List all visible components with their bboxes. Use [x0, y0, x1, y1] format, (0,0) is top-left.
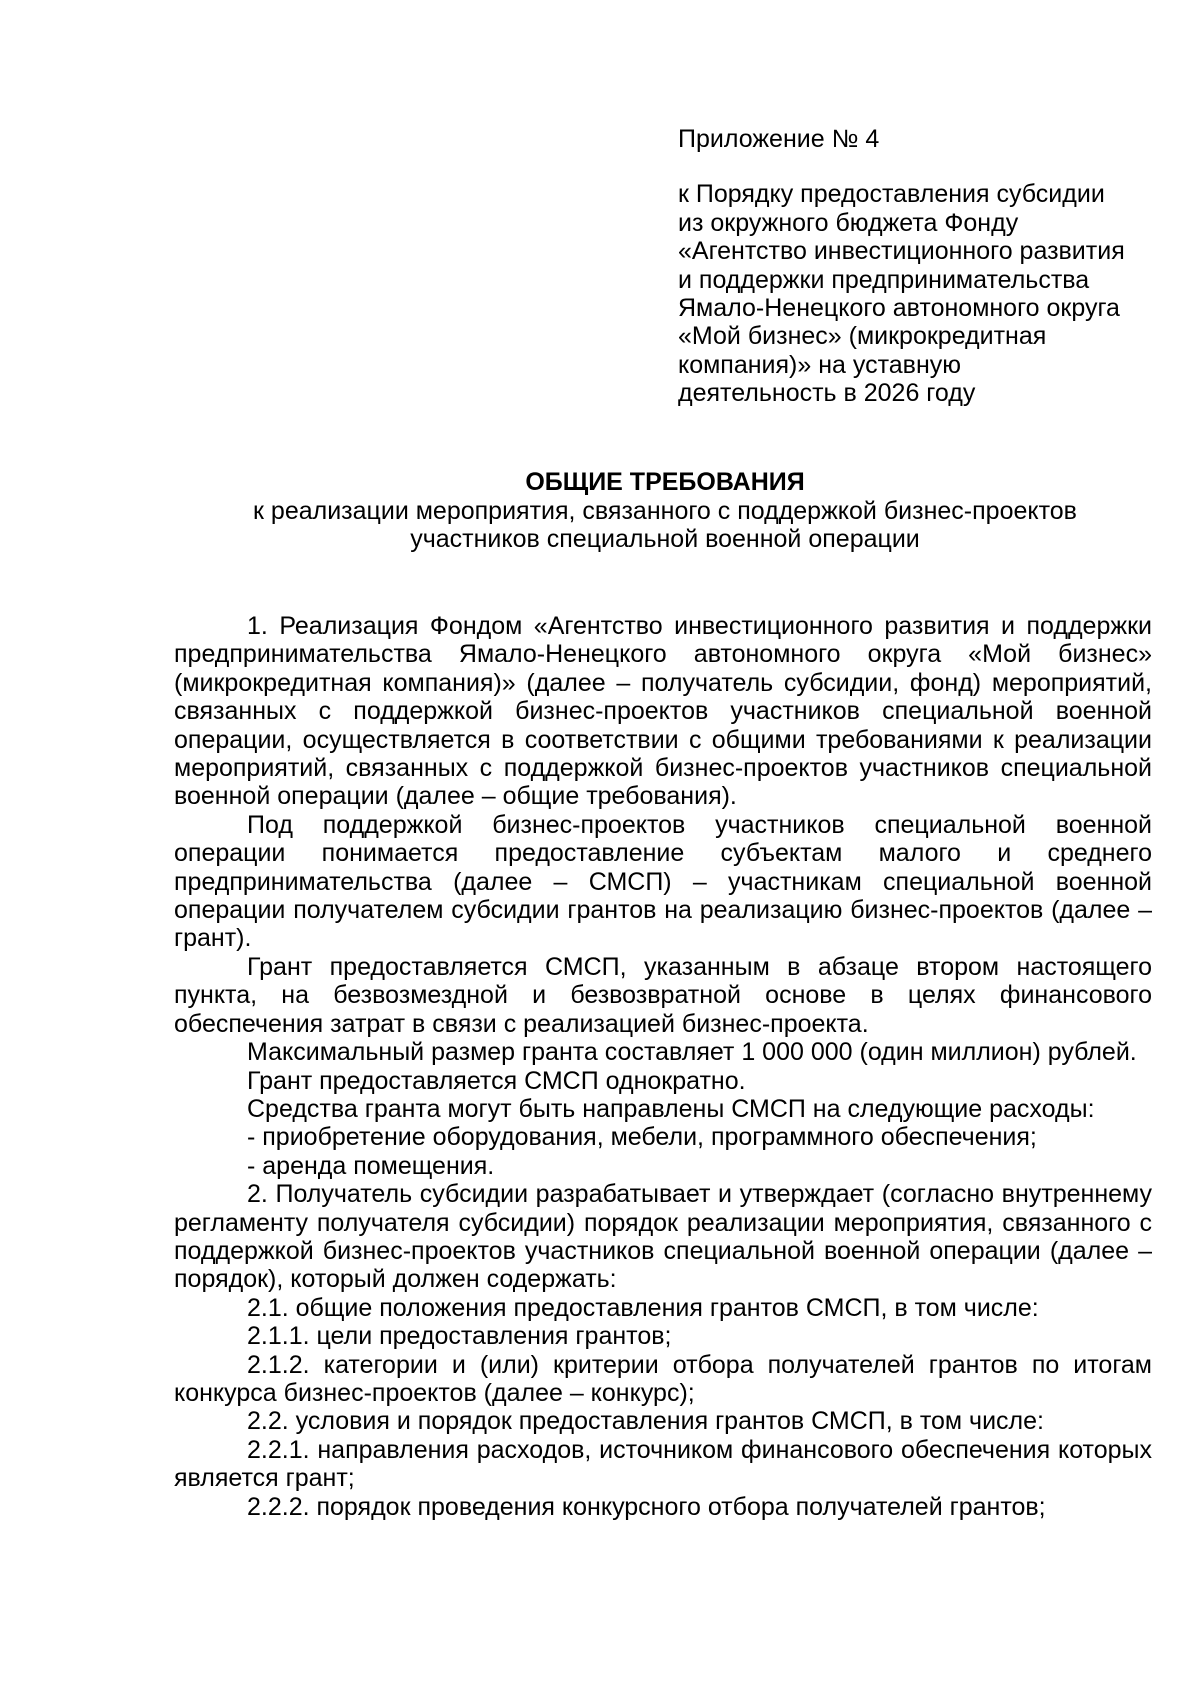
- appendix-line: к Порядку предоставления субсидии: [678, 180, 1105, 209]
- list-item-rent: - аренда помещения.: [247, 1151, 495, 1180]
- appendix-line: «Агентство инвестиционного развития: [678, 237, 1125, 266]
- appendix-line: деятельность в 2026 году: [678, 379, 976, 408]
- paragraph-2-2: 2.2. условия и порядок предоставления грантов СМСП, в том числе:: [247, 1407, 1044, 1436]
- paragraph-2-1-1: 2.1.1. цели предоставления грантов;: [247, 1322, 672, 1351]
- list-item-equipment: - приобретение оборудования, мебели, программного обеспечения;: [247, 1123, 1037, 1152]
- paragraph-support-definition: Под поддержкой бизнес-проектов участников специальной военной операции понимается предоставление субъектам малого и среднего предпринимательства (далее – СМСП) – участникам специальной военной операции получателем субсидии грантов на реализацию бизнес-проектов (далее – грант).: [174, 810, 1152, 953]
- document-subtitle-line: к реализации мероприятия, связанного с поддержкой бизнес-проектов: [253, 496, 1077, 525]
- appendix-reference: [678, 180, 1158, 407]
- paragraph-2-1: 2.1. общие положения предоставления грантов СМСП, в том числе:: [247, 1293, 1039, 1322]
- paragraph-2-2-2: 2.2.2. порядок проведения конкурсного отбора получателей грантов;: [247, 1492, 1046, 1521]
- paragraph-grant-basis: Грант предоставляется СМСП, указанным в абзаце втором настоящего пункта, на безвозмездной и безвозвратной основе в целях финансового обеспечения затрат в связи с реализацией бизнес-проекта.: [174, 952, 1152, 1038]
- appendix-line: и поддержки предпринимательства: [678, 265, 1090, 294]
- document-title: ОБЩИЕ ТРЕБОВАНИЯ: [525, 468, 805, 496]
- appendix-title: Приложение № 4: [678, 125, 880, 153]
- paragraph-once: Грант предоставляется СМСП однократно.: [247, 1066, 746, 1095]
- appendix-block: [678, 125, 1158, 408]
- document-body: [174, 612, 1152, 1521]
- document-subtitle-line: участников специальной военной операции: [410, 525, 920, 553]
- paragraph-1: 1. Реализация Фондом «Агентство инвестиционного развития и поддержки предпринимательства Ямало-Ненецкого автономного округа «Мой бизнес» (микрокредитная компания)» (далее – получатель субсидии, фонд) мероприятий, связанных с поддержкой бизнес-проектов участников специальной военной операции, осуществляется в соответствии с общими требованиями к реализации мероприятий, связанных с поддержкой бизнес-проектов участников специальной военной операции (далее – общие требования).: [174, 612, 1152, 811]
- appendix-line: из окружного бюджета Фонду: [678, 208, 1019, 237]
- paragraph-2: 2. Получатель субсидии разрабатывает и утверждает (согласно внутреннему регламенту получателя субсидии) порядок реализации мероприятия, связанного с поддержкой бизнес-проектов участников специальной военной операции (далее – порядок), который должен содержать:: [174, 1180, 1152, 1294]
- paragraph-expenses: Средства гранта могут быть направлены СМСП на следующие расходы:: [247, 1094, 1095, 1123]
- paragraph-2-2-1: 2.2.1. направления расходов, источником финансового обеспечения которых является грант;: [174, 1435, 1152, 1493]
- paragraph-2-1-2: 2.1.2. категории и (или) критерии отбора получателей грантов по итогам конкурса бизнес-проектов (далее – конкурс);: [174, 1350, 1152, 1407]
- appendix-line: компания)» на уставную: [678, 350, 962, 379]
- paragraph-max-grant: Максимальный размер гранта составляет 1 000 000 (один миллион) рублей.: [247, 1038, 1137, 1067]
- document-heading: [175, 468, 1155, 554]
- appendix-line: «Мой бизнес» (микрокредитная: [678, 322, 1047, 351]
- appendix-line: Ямало-Ненецкого автономного округа: [678, 294, 1120, 323]
